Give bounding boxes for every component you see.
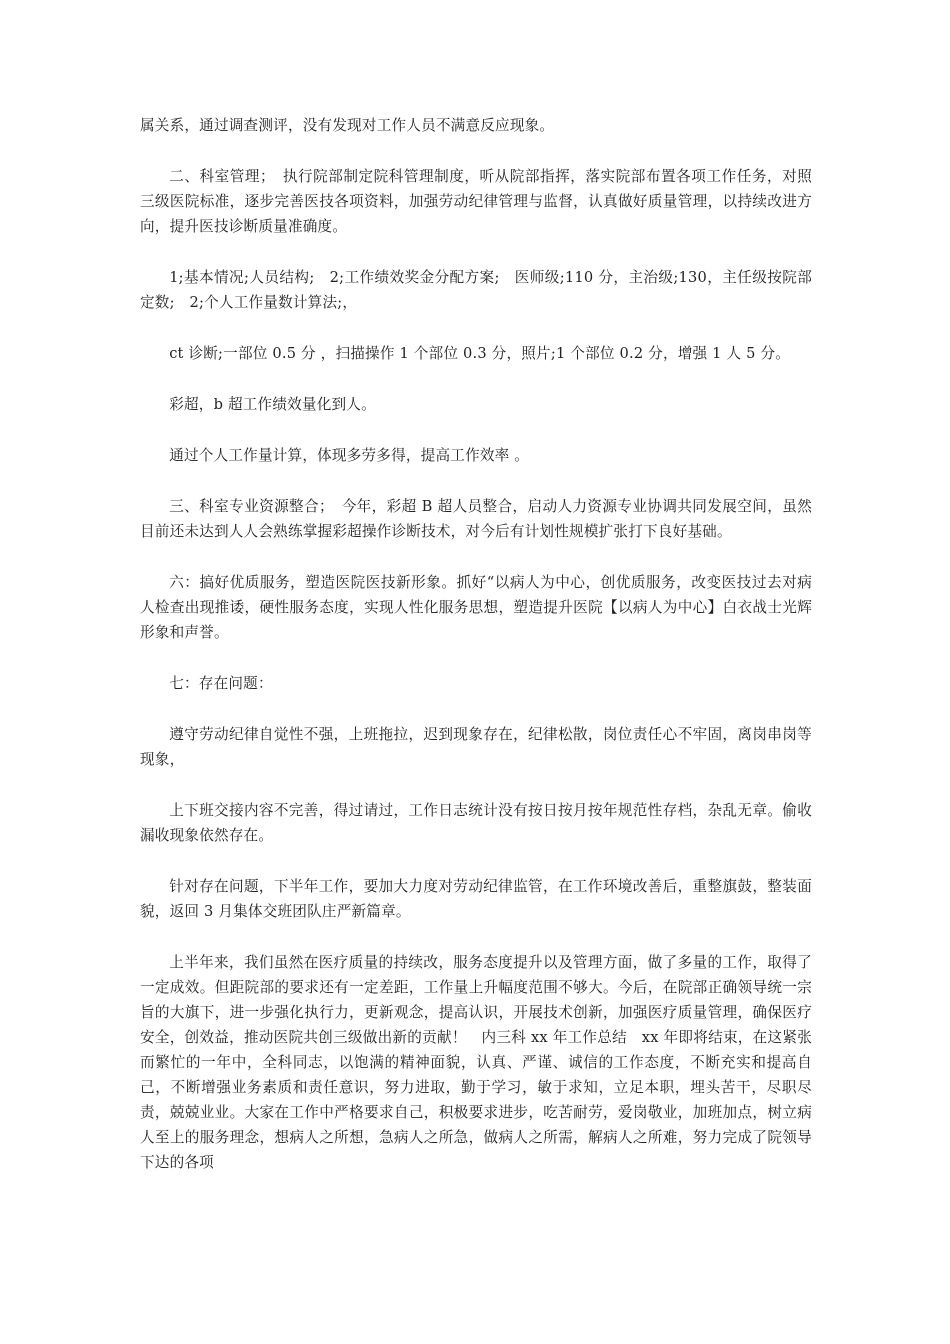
paragraph-resource-integration: 三、科室专业资源整合； 今年，彩超 B 超人员整合，启动人力资源专业协调共同发展空间，虽然目前还未达到人人会熟练掌握彩超操作诊断技术，对今后有计划性规模扩张打下良好基础。 (140, 498, 812, 540)
document-page (140, 113, 812, 1175)
paragraph-discipline: 遵守劳动纪律自觉性不强，上班拖拉，迟到现象存在，纪律松散，岗位责任心不牢固，离岗串岗等现象， (140, 726, 812, 768)
paragraph-basic-info: 1;基本情况;人员结构; 2;工作绩效奖金分配方案; 医师级;110 分，主治级;130，主任级按院部定数; 2;个人工作量数计算法;， (140, 269, 812, 311)
paragraph-half-year-summary: 上半年来，我们虽然在医疗质量的持续改，服务态度提升以及管理方面，做了多量的工作，取得了一定成效。但距院部的要求还有一定差距，工作量上升幅度范围不够大。今后，在院部正确领导统一宗旨的大旗下，进一步强化执行力，更新观念，提高认识，开展技术创新，加强医疗质量管理，确保医疗安全，创效益，推动医院共创三级做出新的贡献！ 内三科 xx 年工作总结 xx 年即将结束，在这紧张而繁忙的一年中，全科同志，以饱满的精神面貌，认真、严谨、诚信的工作态度，不断充实和提高自己，不断增强业务素质和责任意识，努力进取，勤于学习，敏于求知，立足本职，埋头苦干，尽职尽责，兢兢业业。大家在工作中严格要求自己，积极要求进步，吃苦耐劳，爱岗敬业，加班加点，树立病人至上的服务理念，想病人之所想，急病人之所急，做病人之所需，解病人之所难，努力完成了院领导下达的各项 (140, 954, 812, 1171)
paragraph-improvement-plan: 针对存在问题，下半年工作，要加大力度对劳动纪律监管，在工作环境改善后，重整旗鼓，整装面貌，返回 3 月集体交班团队庄严新篇章。 (140, 878, 812, 920)
paragraph-existing-problems-heading: 七：存在问题： (169, 675, 273, 692)
paragraph-continuation: 属关系，通过调查测评，没有发现对工作人员不满意反应现象。 (140, 117, 555, 134)
paragraph-department-management: 二、科室管理； 执行院部制定院科管理制度，听从院部指挥，落实院部布置各项工作任务，对照三级医院标准，逐步完善医技各项资料，加强劳动纪律管理与监督，认真做好质量管理，以持续改进方向，提升医技诊断质量准确度。 (140, 168, 812, 235)
paragraph-workload: 通过个人工作量计算，体现多劳多得，提高工作效率 。 (169, 447, 530, 464)
paragraph-quality-service: 六：搞好优质服务，塑造医院医技新形象。抓好“以病人为中心，创优质服务，改变医技过去对病人检查出现推诿，硬性服务态度，实现人性化服务思想，塑造提升医院【以病人为中心】白衣战士光辉形象和声誉。 (140, 574, 812, 641)
paragraph-ultrasound: 彩超，b 超工作绩效量化到人。 (169, 396, 376, 413)
paragraph-ct-scoring: ct 诊断;一部位 0.5 分 ，扫描操作 1 个部位 0.3 分，照片;1 个部位 0.2 分，增强 1 人 5 分。 (169, 345, 791, 362)
paragraph-shift-handover: 上下班交接内容不完善，得过请过，工作日志统计没有按日按月按年规范性存档，杂乱无章。偷收漏收现象依然存在。 (140, 802, 812, 844)
